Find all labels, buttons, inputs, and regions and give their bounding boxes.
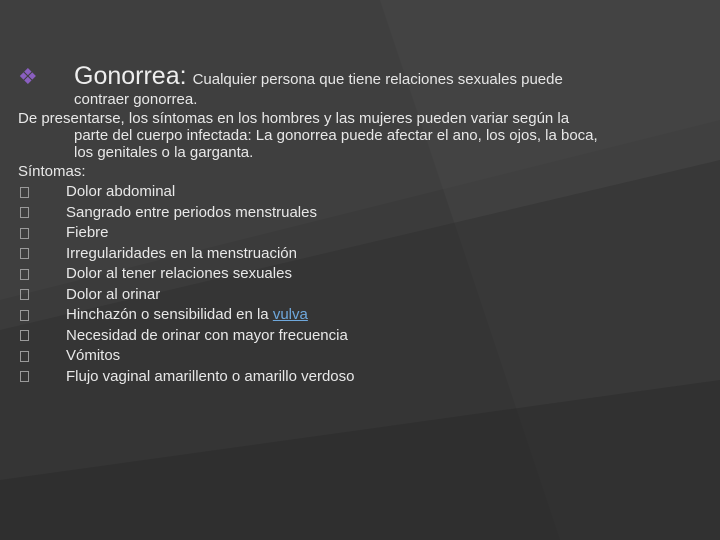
list-item: Necesidad de orinar con mayor frecuencia — [18, 326, 708, 347]
checkbox-bullet-icon — [20, 269, 29, 280]
list-item: Irregularidades en la menstruación — [18, 244, 708, 265]
checkbox-bullet-icon — [20, 371, 29, 382]
symptoms-heading: Síntomas: — [18, 163, 86, 180]
checkbox-bullet-icon — [20, 330, 29, 341]
intro-paragraph — [18, 110, 708, 161]
diamond-bullet-icon: ❖ — [18, 64, 38, 89]
paragraph-line-3: los genitales o la garganta. — [74, 144, 254, 161]
title-line — [18, 62, 708, 91]
list-item: Hinchazón o sensibilidad en la vulva — [18, 305, 708, 326]
checkbox-bullet-icon — [20, 187, 29, 198]
symptoms-list — [18, 182, 708, 387]
checkbox-bullet-icon — [20, 289, 29, 300]
paragraph-line-2: parte del cuerpo infectada: La gonorrea puede afectar el ano, los ojos, la boca, — [74, 127, 598, 144]
checkbox-bullet-icon — [20, 228, 29, 239]
list-item: Dolor al tener relaciones sexuales — [18, 264, 708, 285]
checkbox-bullet-icon — [20, 351, 29, 362]
checkbox-bullet-icon — [20, 207, 29, 218]
checkbox-bullet-icon — [20, 310, 29, 321]
title-wrap-line: contraer gonorrea. — [74, 91, 198, 108]
paragraph-line-1: De presentarse, los síntomas en los hombres y las mujeres pueden variar según la — [18, 110, 570, 127]
list-item: Fiebre — [18, 223, 708, 244]
checkbox-bullet-icon — [20, 248, 29, 259]
slide-content — [18, 62, 708, 387]
list-item: Dolor al orinar — [18, 285, 708, 306]
list-item: Dolor abdominal — [18, 182, 708, 203]
vulva-link[interactable]: vulva — [272, 306, 308, 323]
slide-title: Gonorrea: — [74, 62, 187, 90]
title-continuation: Cualquier persona que tiene relaciones sexuales puede — [192, 71, 563, 88]
list-item: Vómitos — [18, 346, 708, 367]
list-item: Flujo vaginal amarillento o amarillo verdoso — [18, 367, 708, 388]
list-item: Sangrado entre periodos menstruales — [18, 203, 708, 224]
